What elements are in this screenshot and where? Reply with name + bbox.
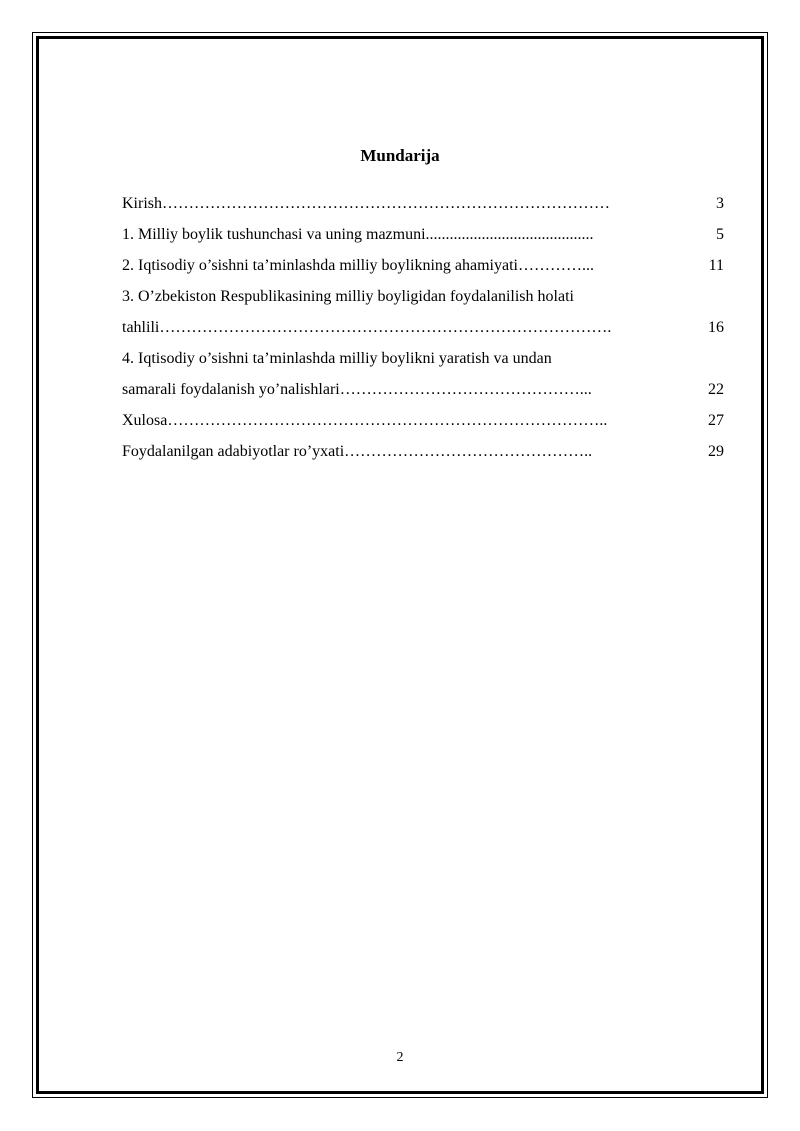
toc-entry-text: 1. Milliy boylik tushunchasi va uning mazmuni bbox=[122, 226, 426, 243]
toc-page-number: 11 bbox=[708, 257, 724, 274]
toc-leader-dots: ……………………………………………………………………….. bbox=[167, 412, 608, 429]
page-number: 2 bbox=[396, 1050, 404, 1065]
toc-leader-dots: ………………………………………………………………………… bbox=[162, 195, 610, 212]
toc-entry-adabiyotlar[interactable] bbox=[122, 436, 724, 467]
toc-entry-1[interactable] bbox=[122, 219, 724, 250]
toc-entry-text-line1: 4. Iqtisodiy o’sishni ta’minlashda milliy boylikni yaratish va undan bbox=[122, 350, 552, 367]
toc-entry-2[interactable] bbox=[122, 250, 724, 281]
toc-page-number: 22 bbox=[708, 381, 724, 398]
toc-entry-text: Xulosa bbox=[122, 412, 168, 429]
toc-page-number: 16 bbox=[708, 319, 724, 336]
toc-leader-dots: ………………………………………... bbox=[339, 381, 592, 398]
toc-title: Mundarija bbox=[360, 146, 440, 165]
toc-leader-dots: ……………………………………….. bbox=[344, 443, 593, 460]
toc-entry-text: Kirish bbox=[122, 195, 162, 212]
toc-entry-3[interactable] bbox=[122, 281, 724, 343]
toc-entry-xulosa[interactable] bbox=[122, 405, 724, 436]
toc-leader-dots: .......................................... bbox=[425, 226, 594, 243]
toc-entry-text-line1: 3. O’zbekiston Respublikasining milliy boyligidan foydalanilish holati bbox=[122, 288, 574, 305]
toc-page-number: 5 bbox=[716, 226, 724, 243]
toc-entry-text: 2. Iqtisodiy o’sishni ta’minlashda milliy boylikning ahamiyati bbox=[122, 257, 518, 274]
toc-entry-text: tahlili bbox=[122, 319, 160, 336]
toc-entry-text: samarali foydalanish yo’nalishlari bbox=[122, 381, 340, 398]
toc-leader-dots: …………... bbox=[517, 257, 594, 274]
toc-leader-dots: …………………………………………………………………………. bbox=[159, 319, 612, 336]
toc-entry-kirish[interactable] bbox=[122, 188, 724, 219]
toc-entry-text: Foydalanilgan adabiyotlar ro’yxati bbox=[122, 443, 345, 460]
toc-page-number: 29 bbox=[708, 443, 724, 460]
toc-page-number: 3 bbox=[716, 195, 724, 212]
toc-entry-4[interactable] bbox=[122, 343, 724, 405]
toc-page-number: 27 bbox=[708, 412, 724, 429]
table-of-contents bbox=[122, 188, 724, 467]
